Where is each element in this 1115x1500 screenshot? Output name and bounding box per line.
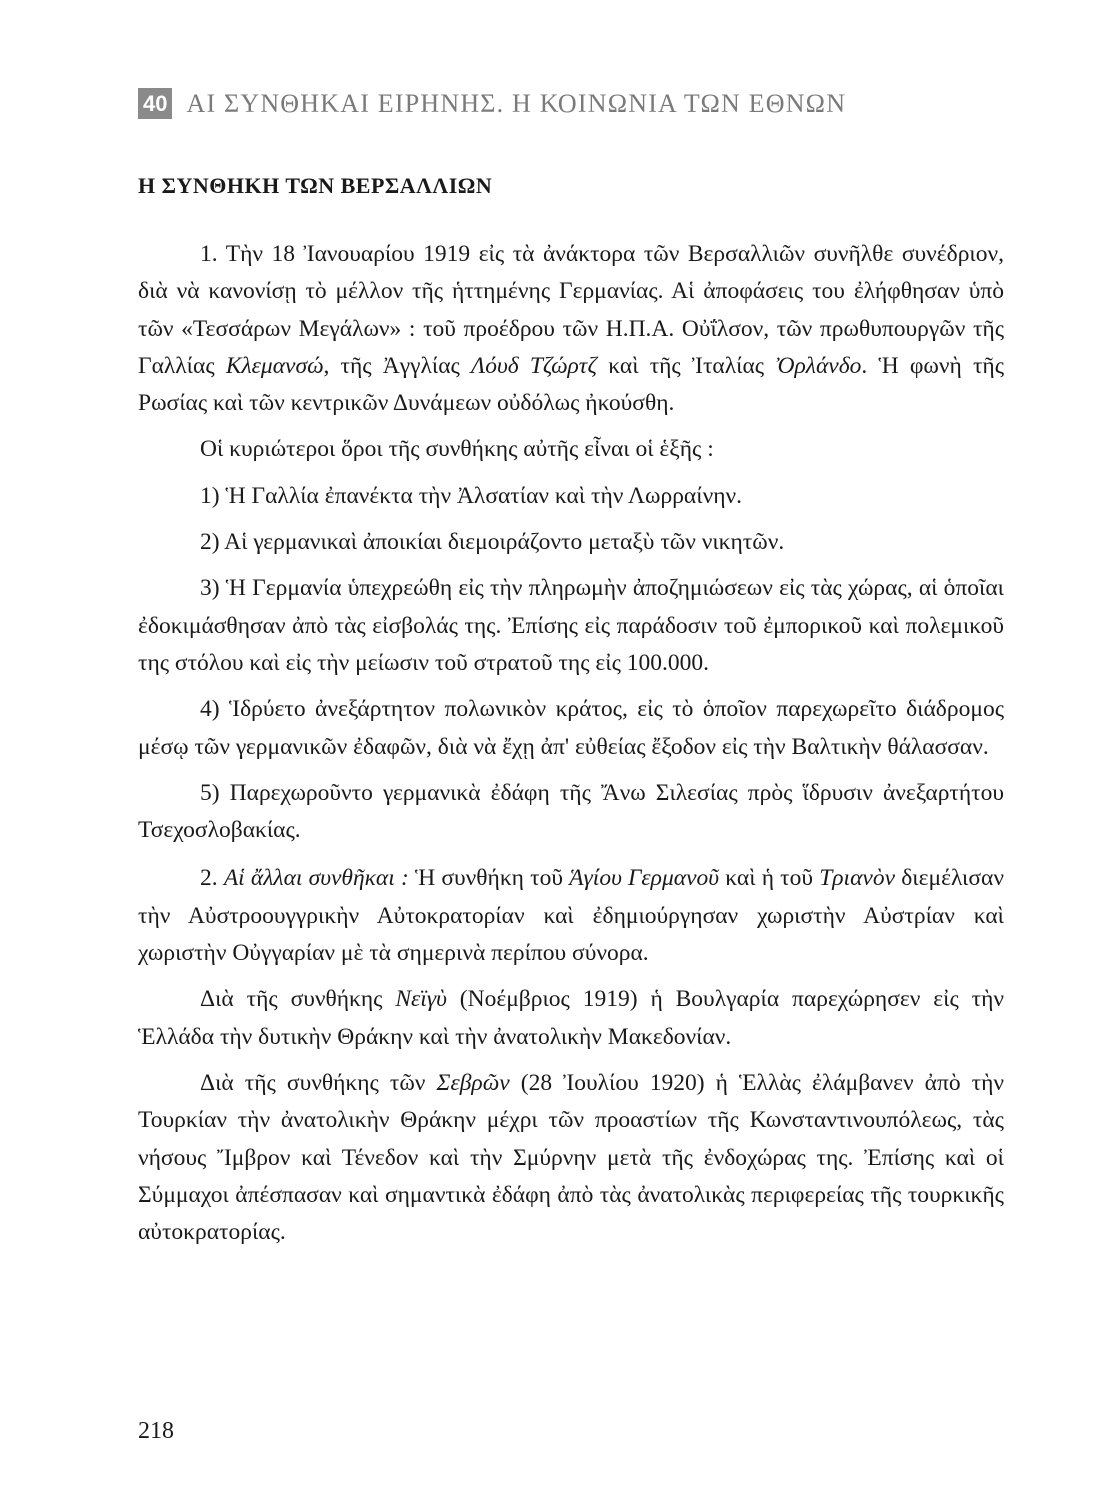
term-5: 5) Παρεχωροῦντο γερμανικὰ ἐδάφη τῆς Ἄνω Σιλεσίας πρὸς ἵδρυσιν ἀνεξαρτήτου Τσεχοσλοβακίας. <box>138 779 1004 844</box>
running-title: ΑΙ ΣΥΝΘΗΚΑΙ ΕΙΡΗΝΗΣ. Η ΚΟΙΝΩΝΙΑ ΤΩΝ ΕΘΝΩΝ <box>186 88 847 118</box>
chapter-number-badge: 40 <box>138 88 172 119</box>
paragraph-1: 1. Τὴν 18 Ἰανουαρίου 1919 εἰς τὰ ἀνάκτορα τῶν Βερσαλλιῶν συνῆλθε συνέδριον, διὰ νὰ κανονίσῃ τὸ μέλλον τῆς ἡττημένης Γερμανίας. Αἱ ἀποφάσεις του ἐλήφθησαν ὑπὸ τῶν «Τεσσάρων Μεγάλων» : τοῦ προέδρου τῶν Η.Π.Α. Οὐΐλσον, τῶν πρωθυπουργῶν τῆς Γαλλίας Κλεμανσώ, τῆς Ἀγγλίας Λόυδ Τζώρτζ καὶ τῆς Ἰταλίας Ὀρλάνδο. Ἡ φωνὴ τῆς Ρωσίας καὶ τῶν κεντρικῶν Δυνάμεων οὐδόλως ἠκούσθη. <box>138 241 1005 417</box>
body-text <box>138 236 1004 1251</box>
term-2: 2) Αἱ γερμανικαὶ ἀποικίαι διεμοιράζοντο μεταξὺ τῶν νικητῶν. <box>200 529 785 556</box>
term-4: 4) Ἱδρύετο ἀνεξάρτητον πολωνικὸν κράτος, εἰς τὸ ὁποῖον παρεχωρεῖτο διάδρομος μέσῳ τῶν γερμανικῶν ἐδαφῶν, διὰ νὰ ἔχῃ ἀπ' εὐθείας ἔξοδον εἰς τὴν Βαλτικὴν θάλασσαν. <box>138 696 1004 760</box>
paragraph-2: Οἱ κυριώτεροι ὅροι τῆς συνθήκης αὐτῆς εἶναι οἱ ἑξῆς : <box>200 436 714 463</box>
running-header <box>138 88 1008 119</box>
paragraph-neuilly: Διὰ τῆς συνθήκης Νεϊγὺ (Νοέμβριος 1919) ἡ Βουλγαρία παρεχώρησεν εἰς τὴν Ἑλλάδα τὴν δυτικὴν Θράκην καὶ τὴν ἀνατολικὴν Μακεδονίαν. <box>138 986 1005 1050</box>
page-number: 218 <box>138 1418 174 1444</box>
paragraph-other-treaties: 2. Αἱ ἄλλαι συνθῆκαι : Ἡ συνθήκη τοῦ Ἁγίου Γερμανοῦ καὶ ἡ τοῦ Τριανὸν διεμέλισαν τὴν Αὐστροουγγρικὴν Αὐτοκρατορίαν καὶ ἐδημιούργησαν χωριστὴν Αὐστρίαν καὶ χωριστὴν Οὐγγαρίαν μὲ τὰ σημερινὰ περίπου σύνορα. <box>138 865 1004 967</box>
section-title: Η ΣΥΝΘΗΚΗ ΤΩΝ ΒΕΡΣΑΛΛΙΩΝ <box>138 173 493 198</box>
paragraph-sevres: Διὰ τῆς συνθήκης τῶν Σεβρῶν (28 Ἰουλίου 1920) ἡ Ἑλλὰς ἐλάμβανεν ἀπὸ τὴν Τουρκίαν τὴν ἀνατολικὴν Θράκην μέχρι τῶν προαστίων τῆς Κωνσταντινουπόλεως, τὰς νήσους Ἴμβρον καὶ Τένεδον καὶ τὴν Σμύρνην μετὰ τῆς ἐνδοχώρας της. Ἐπίσης καὶ οἱ Σύμμαχοι ἀπέσπασαν καὶ σημαντικὰ ἐδάφη ἀπὸ τὰς ἀνατολικὰς περιφερείας τῆς τουρκικῆς αὐτοκρατορίας. <box>138 1069 1005 1246</box>
term-1: 1) Ἡ Γαλλία ἐπανέκτα τὴν Ἀλσατίαν καὶ τὴν Λωρραίνην. <box>200 482 742 509</box>
term-3: 3) Ἡ Γερμανία ὑπεχρεώθη εἰς τὴν πληρωμὴν ἀποζημιώσεων εἰς τὰς χώρας, αἱ ὁποῖαι ἐδοκιμάσθησαν ἀπὸ τὰς εἰσβολάς της. Ἐπίσης εἰς παράδοσιν τοῦ ἐμπορικοῦ καὶ πολεμικοῦ της στόλου καὶ εἰς τὴν μείωσιν τοῦ στρατοῦ της εἰς 100.000. <box>138 575 1004 676</box>
